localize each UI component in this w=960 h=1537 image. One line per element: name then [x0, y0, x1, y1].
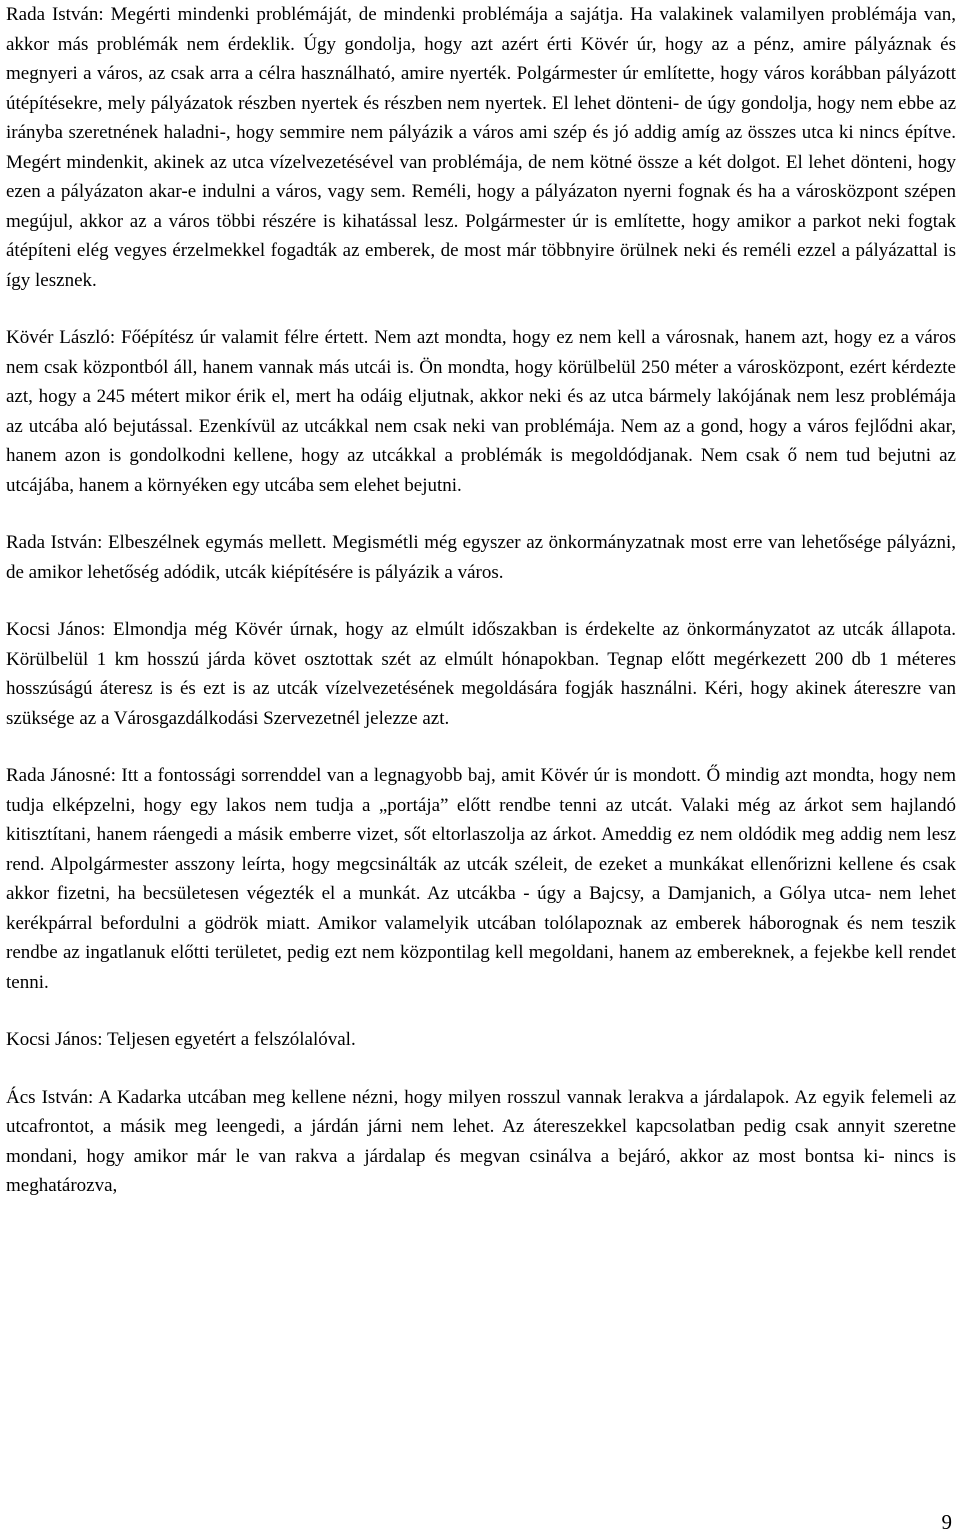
- paragraph-rada-istvan-2: Rada István: Elbeszélnek egymás mellett. Megismétli még egyszer az önkormányzatnak most erre van lehetősége pályázni, de amikor lehetőség adódik, utcák kiépítésére is pályázik a város.: [6, 532, 956, 583]
- paragraph-kocsi-janos-1: Kocsi János: Elmondja még Kövér úrnak, hogy az elmúlt időszakban is érdekelte az önkormányzatot az utcák állapota. Körülbelül 1 km hosszú járda követ osztottak szét az elmúlt hónapokban. Tegnap előtt megérkezett 200 db 1 méteres hosszúságú áteresz is és ezt is az utcák vízelvezetésének megoldására fogják használni. Kéri, hogy akinek átereszre van szüksége az a Városgazdálkodási Szervezetnél jelezze azt.: [6, 619, 956, 729]
- page-number: 9: [941, 1510, 952, 1534]
- paragraph-rada-janosne: Rada Jánosné: Itt a fontossági sorrenddel van a legnagyobb baj, amit Kövér úr is mondott. Ő mindig azt mondta, hogy nem tudja elképzelni, hogy egy lakos nem tudja a „portája” előtt rendbe tenni az utcát. Valaki még az árkot sem hajlandó kitisztítani, hanem ráengedi a másik emberre vizet, sőt eltorlaszolja az árkot. Ameddig ez nem oldódik meg addig nem lesz rend. Alpolgármester asszony leírta, hogy megcsinálták az utcák széleit, de ezeket a munkákat ellenőrizni kellene és csak akkor fizetni, ha becsületesen végezték el a munkát. Az utcákba - úgy a Bajcsy, a Damjanich, a Gólya utca- nem lehet kerékpárral befordulni a gödrök miatt. Amikor valamelyik utcában tolólapoznak az emberek háborognak és nem teszik rendbe az ingatlanuk előtti területet, pedig ezt nem központilag kell megoldani, hanem az embereknek, a fejekbe kell rendet tenni.: [6, 765, 956, 993]
- document-page: [6, 0, 956, 1229]
- paragraph-kover-laszlo: Kövér László: Főépítész úr valamit félre értett. Nem azt mondta, hogy ez nem kell a városnak, hanem azt, hogy ez a város nem csak központból áll, hanem vannak más utcái is. Ön mondta, hogy körülbelül 250 méter a városközpont, ezért kérdezte azt, hogy a 245 métert mikor érik el, mert ha odáig eljutnak, akkor neki és az utca bármely lakójának nem lesz problémája az utcába aló bejutással. Ezenkívül az utcákkal nem csak neki van problémája. Nem az a gond, hogy a város fejlődni akar, hanem azon is gondolkodni kellene, hogy az utcákkal a problémák is megoldódjanak. Nem csak ő nem tud bejutni az utcájába, hanem a környéken egy utcába sem elehet bejutni.: [6, 327, 956, 496]
- paragraph-rada-istvan-1: Rada István: Megérti mindenki problémáját, de mindenki problémája a sajátja. Ha valakinek valamilyen problémája van, akkor más problémák nem érdeklik. Úgy gondolja, hogy azt azért érti Kövér úr, hogy az a pénz, amire pályáznak és megnyeri a város, az csak arra a célra használható, amire nyerték. Polgármester úr említette, hogy város korábban pályázott útépítésekre, mely pályázatok részben nyertek és részben nem nyertek. El lehet dönteni- de úgy gondolja, hogy nem ebbe az irányba szeretnének haladni-, hogy semmire nem pályázik a város ami szép és jó addig amíg az összes utca ki nincs építve. Megért mindenkit, akinek az utca vízelvezetésével van problémája, de nem kötné össze a két dolgot. El lehet dönteni, hogy ezen a pályázaton akar-e indulni a város, vagy sem. Reméli, hogy a pályázaton nyerni fognak és ha a városközpont szépen megújul, akkor az a város többi részére is kihatással lesz. Polgármester úr is említette, hogy amikor a parkot neki fogtak átépíteni elég vegyes érzelmekkel fogadták az emberek, de most már többnyire örülnek neki és reméli ezzel a pályázattal is így lesznek.: [6, 4, 956, 291]
- paragraph-kocsi-janos-2: Kocsi János: Teljesen egyetért a felszólalóval.: [6, 1029, 356, 1050]
- paragraph-acs-istvan: Ács István: A Kadarka utcában meg kellene nézni, hogy milyen rosszul vannak lerakva a járdalapok. Az egyik felemeli az utcafrontot, a másik meg leengedi, a járdán járni nem lehet. Az átereszekkel kapcsolatban pedig csak annyit szeretne mondani, hogy amikor már le van rakva a járdalap és megvan csinálva a bejáró, akkor az most bontsa ki- nincs is meghatározva,: [6, 1086, 956, 1196]
